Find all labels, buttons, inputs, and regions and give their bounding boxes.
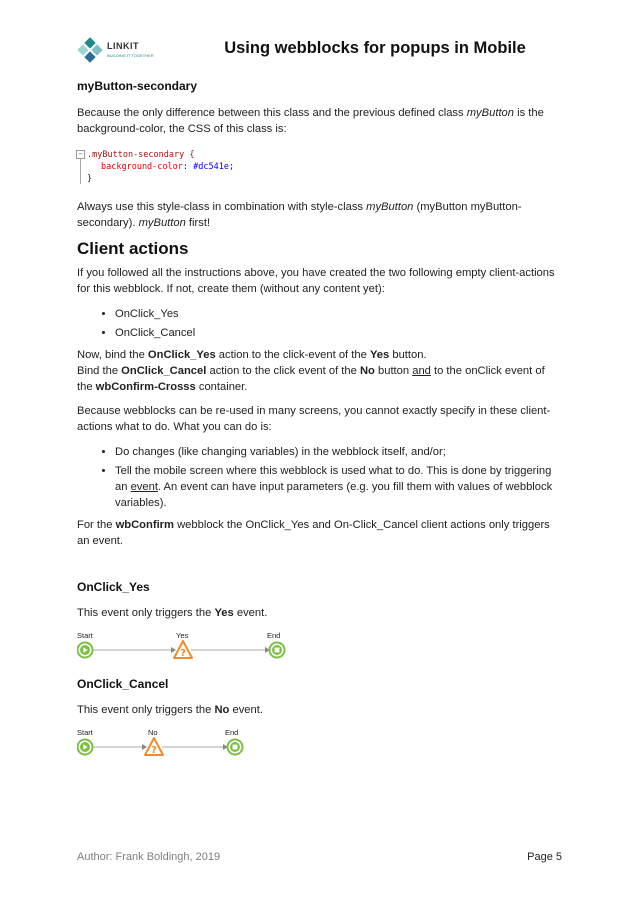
paragraph-client-actions-intro: If you followed all the instructions above, you have created the two following empty client-actions for this webblock. If not, create them (without any content yet): <box>77 267 555 295</box>
start-play-icon <box>78 740 93 755</box>
text: button <box>374 365 413 377</box>
paragraph-onclick-cancel <box>77 702 557 718</box>
text: Always use this style-class in combination with style-class <box>77 201 367 213</box>
paragraph-reuse: Because webblocks can be re-used in many screens, you cannot exactly specify in these client-actions what to do. What you can do is: <box>77 405 551 433</box>
end-stop-icon <box>270 643 285 658</box>
text-bold: Yes <box>214 607 234 619</box>
text-bold: No <box>359 365 375 377</box>
arrow-icon <box>142 744 147 750</box>
flow-diagram-yes <box>77 628 287 668</box>
section-heading-onclick-yes: OnClick_Yes <box>77 580 150 594</box>
text: event. <box>229 704 263 716</box>
text-underline: and <box>412 365 431 377</box>
text: to the onClick event of the <box>77 365 545 393</box>
paragraph-secondary-usage <box>77 199 557 231</box>
text-bold: wbConfirm <box>115 519 174 531</box>
code-line-2 <box>87 161 557 173</box>
linkit-logo-icon <box>77 37 103 63</box>
code-semicolon: ; <box>228 162 235 172</box>
text: Now, bind the <box>77 349 148 361</box>
text-bold: OnClick_Yes <box>147 349 216 361</box>
end-stop-icon <box>228 740 243 755</box>
text: Bind the <box>77 365 122 377</box>
reuse-options-list <box>77 444 557 511</box>
footer-page-number: Page 5 <box>527 851 562 863</box>
text: container. <box>195 381 248 393</box>
text: is the background-color, the CSS of this class is: <box>77 107 544 135</box>
code-selector: .myButton-secondary { <box>87 150 195 160</box>
text: button. <box>389 349 427 361</box>
paragraph-onclick-yes <box>77 605 557 621</box>
flow-diagram-graphic <box>77 639 287 665</box>
text: action to the click event of the <box>206 365 360 377</box>
logo-tagline: BUILDING IT TOGETHER <box>107 53 154 58</box>
section-heading-client-actions: Client actions <box>77 239 189 258</box>
start-play-icon <box>78 643 93 658</box>
text-em: myButton <box>466 107 514 119</box>
flow-event-label: No <box>148 728 158 737</box>
flow-event-label: Yes <box>176 631 189 640</box>
logo-text: LINKIT <box>107 41 139 51</box>
text: Because the only difference between this class and the previous defined class <box>77 107 467 119</box>
svg-text:?: ? <box>180 648 186 659</box>
page-header <box>75 34 565 68</box>
flow-start-label: Start <box>77 631 93 640</box>
list-item: • Do changes (like changing variables) in the webblock itself, and/or; <box>115 444 557 460</box>
text-bold: Yes <box>369 349 390 361</box>
code-close: } <box>87 174 93 184</box>
text-bold: OnClick_Cancel <box>121 365 207 377</box>
list-item: • OnClick_Yes <box>115 306 557 322</box>
flow-diagram-no <box>77 725 247 765</box>
list-item: • OnClick_Cancel <box>115 325 557 341</box>
code-colon: : <box>182 162 194 172</box>
text-bold: No <box>214 704 230 716</box>
text: Tell the mobile screen where this webblock is used what to do. This is done by triggering an <box>115 465 552 493</box>
text: event. <box>233 607 268 619</box>
footer-author: Author: Frank Boldingh, 2019 <box>77 851 221 863</box>
svg-text:?: ? <box>151 745 157 756</box>
collapse-icon: − <box>76 150 85 159</box>
text: first! <box>185 217 211 229</box>
code-property: background-color <box>101 162 183 172</box>
trigger-event-warning-icon <box>174 641 192 659</box>
css-code-block <box>77 149 557 187</box>
text-em: myButton <box>138 217 186 229</box>
flow-start-label: Start <box>77 728 93 737</box>
code-line-1 <box>87 149 557 161</box>
linkit-logo <box>77 36 197 66</box>
arrow-icon <box>171 647 176 653</box>
flow-end-label: End <box>225 728 239 737</box>
client-actions-list <box>77 306 557 341</box>
code-fold-line <box>80 158 81 184</box>
text: . An event can have input parameters (e.g. you fill them with values of webblock variables). <box>115 481 553 509</box>
text: (myButton myButton-secondary). <box>77 201 522 229</box>
text: webblock the OnClick_Yes and On-Click_Cancel client actions only triggers an event. <box>77 519 550 547</box>
text: This event only triggers the <box>77 704 215 716</box>
document-title: Using webblocks for popups in Mobile <box>224 39 526 57</box>
text: action to the click-event of the <box>215 349 370 361</box>
section-heading-onclick-cancel: OnClick_Cancel <box>77 677 169 691</box>
page-content <box>77 78 557 765</box>
code-line-3 <box>87 173 557 185</box>
list-item <box>115 463 557 511</box>
section-heading-myButton-secondary: myButton-secondary <box>77 79 198 93</box>
text-bold: wbConfirm-Crosss <box>95 381 196 393</box>
paragraph-bind-instructions <box>77 347 557 395</box>
flow-diagram-graphic <box>77 736 247 762</box>
paragraph-secondary-intro <box>77 105 557 137</box>
trigger-event-warning-icon <box>145 738 163 756</box>
flow-end-label: End <box>267 631 281 640</box>
text: For the <box>77 519 116 531</box>
code-value: #dc541e <box>193 162 229 172</box>
text: This event only triggers the <box>77 607 215 619</box>
text-em: myButton <box>366 201 414 213</box>
paragraph-wbconfirm <box>77 517 557 549</box>
text-underline: event <box>130 481 158 493</box>
